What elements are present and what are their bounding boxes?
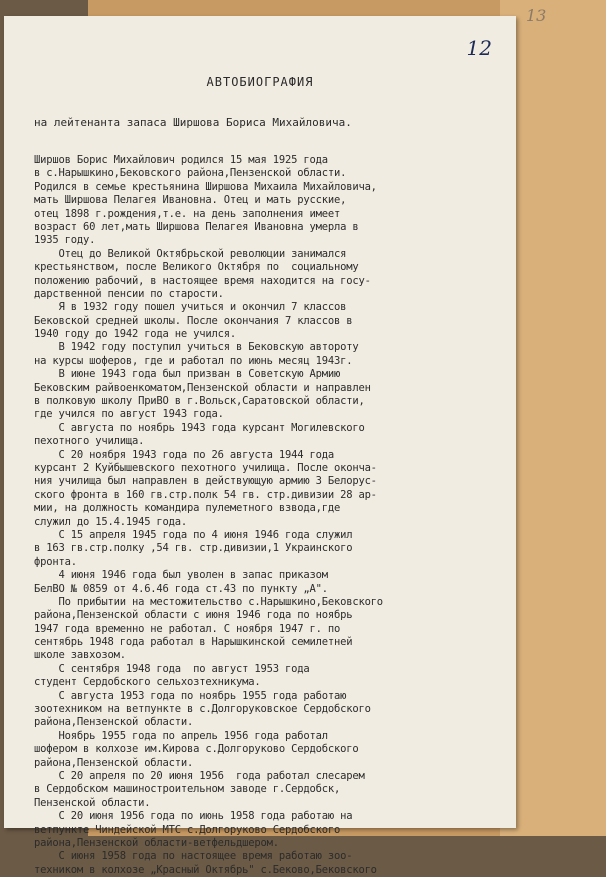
text-line: где учился по август 1943 года. <box>34 408 224 421</box>
document-sheet <box>4 16 516 876</box>
text-line: в Сердобском машиностроительном заводе г.Сердобск, <box>34 783 341 796</box>
text-line: района,Пензенской области с июня 1946 года по ноябрь <box>34 609 353 622</box>
text-line: студент Сердобского сельхозтехникума. <box>34 676 261 689</box>
text-line: ния училища был направлен в действующую армию 3 Белорус- <box>34 475 377 488</box>
text-line: курсант 2 Куйбышевского пехотного училища. После оконча- <box>34 461 377 474</box>
text-line: пехотного училища. <box>34 435 145 448</box>
text-line: В 1942 году поступил учиться в Бековскую автороту <box>34 341 359 354</box>
text-line: Родился в семье крестьянина Ширшова Михаила Михайловича, <box>34 180 377 193</box>
text-line: шофером в колхозе им.Кирова с.Долгоруково Сердобского <box>34 743 359 756</box>
text-line: фронта. <box>34 555 77 568</box>
text-line: С 20 апреля по 20 июня 1956 года работал слесарем <box>34 769 365 782</box>
text-line: в полковую школу ПриВО в г.Вольск,Саратовской области, <box>34 395 365 408</box>
text-line: положению рабочий, в настоящее время находится на госу- <box>34 274 371 287</box>
text-line: служил до 15.4.1945 года. <box>34 515 188 528</box>
text-line: на курсы шоферов, где и работал по июнь месяц 1943г. <box>34 354 353 367</box>
text-line: в с.Нарышкино,Бековского района,Пензенской области. <box>34 167 347 180</box>
text-line: Ширшов Борис Михайлович родился 15 мая 1925 года <box>34 154 328 166</box>
text-line: дарственной пенсии по старости. <box>34 287 224 300</box>
text-line: техником в колхозе „Красный Октябрь" с.Беково,Бековского <box>34 863 377 876</box>
text-line: С августа по ноябрь 1943 года курсант Могилевского <box>34 421 365 434</box>
text-line: школе завхозом. <box>34 649 126 662</box>
text-line: 1935 году. <box>34 234 96 247</box>
text-line: Бековской средней школы. После окончания 7 классов в <box>34 314 353 327</box>
text-line: 4 июня 1946 года был уволен в запас приказом <box>34 569 328 582</box>
text-line: С 20 ноября 1943 года по 26 августа 1944 года <box>34 448 334 461</box>
text-line: района,Пензенской области. <box>34 716 194 729</box>
text-line: Ноябрь 1955 года по апрель 1956 года работал <box>34 729 328 742</box>
corner-page-number: 13 <box>526 6 547 25</box>
text-line: возраст 60 лет,мать Ширшова Пелагея Ивановна умерла в <box>34 220 359 233</box>
document-body <box>34 154 504 877</box>
document-title: АВТОБИОГРАФИЯ <box>206 75 314 89</box>
document-subject: на лейтенанта запаса Ширшова Бориса Михайловича. <box>34 116 352 129</box>
text-line: 1947 года временно не работал. С ноября 1947 г. по <box>34 622 341 635</box>
text-line: в 163 гв.стр.полку ,54 гв. стр.дивизии,1 Украинского <box>34 542 353 555</box>
text-line: 1940 году до 1942 года не учился. <box>34 328 237 341</box>
text-line: крестьянством, после Великого Октября по социальному <box>34 261 359 274</box>
text-line: ветпункте Чиндейской МТС с.Долгоруково Сердобского <box>34 823 341 836</box>
text-line: По прибытии на местожительство с.Нарышкино,Бековского <box>34 595 383 608</box>
text-line: БелВО № 0859 от 4.6.46 года ст.43 по пункту „А". <box>34 582 328 595</box>
page-number: 12 <box>466 36 492 60</box>
text-line: С сентября 1948 года по август 1953 года <box>34 662 310 675</box>
text-line: мать Ширшова Пелагея Ивановна. Отец и мать русские, <box>34 194 347 207</box>
text-line: ского фронта в 160 гв.стр.полк 54 гв. стр.дивизии 28 ар- <box>34 488 377 501</box>
text-line: С августа 1953 года по ноябрь 1955 года работаю <box>34 689 347 702</box>
text-line: района,Пензенской области-ветфельдшером. <box>34 836 279 849</box>
text-line: С 15 апреля 1945 года по 4 июня 1946 года служил <box>34 528 353 541</box>
text-line: В июне 1943 года был призван в Советскую Армию <box>34 368 341 381</box>
text-line: зоотехником на ветпункте в с.Долгоруковское Сердобского <box>34 703 371 716</box>
text-line: отец 1898 г.рождения,т.е. на день заполнения имеет <box>34 207 341 220</box>
text-line: сентябрь 1948 года работал в Нарышкинской семилетней <box>34 636 353 649</box>
text-line: Отец до Великой Октябрьской революции занимался <box>34 247 347 260</box>
text-line: Я в 1932 году пошел учиться и окончил 7 классов <box>34 301 347 314</box>
text-line: С 20 июня 1956 года по июнь 1958 года работаю на <box>34 810 353 823</box>
text-line: мии, на должность командира пулеметного взвода,где <box>34 502 341 515</box>
text-line: Пензенской области. <box>34 796 151 809</box>
text-line: С июня 1958 года по настоящее время работаю зоо- <box>34 850 353 863</box>
text-line: района,Пензенской области. <box>34 756 194 769</box>
text-line: Бековским райвоенкоматом,Пензенской области и направлен <box>34 381 371 394</box>
